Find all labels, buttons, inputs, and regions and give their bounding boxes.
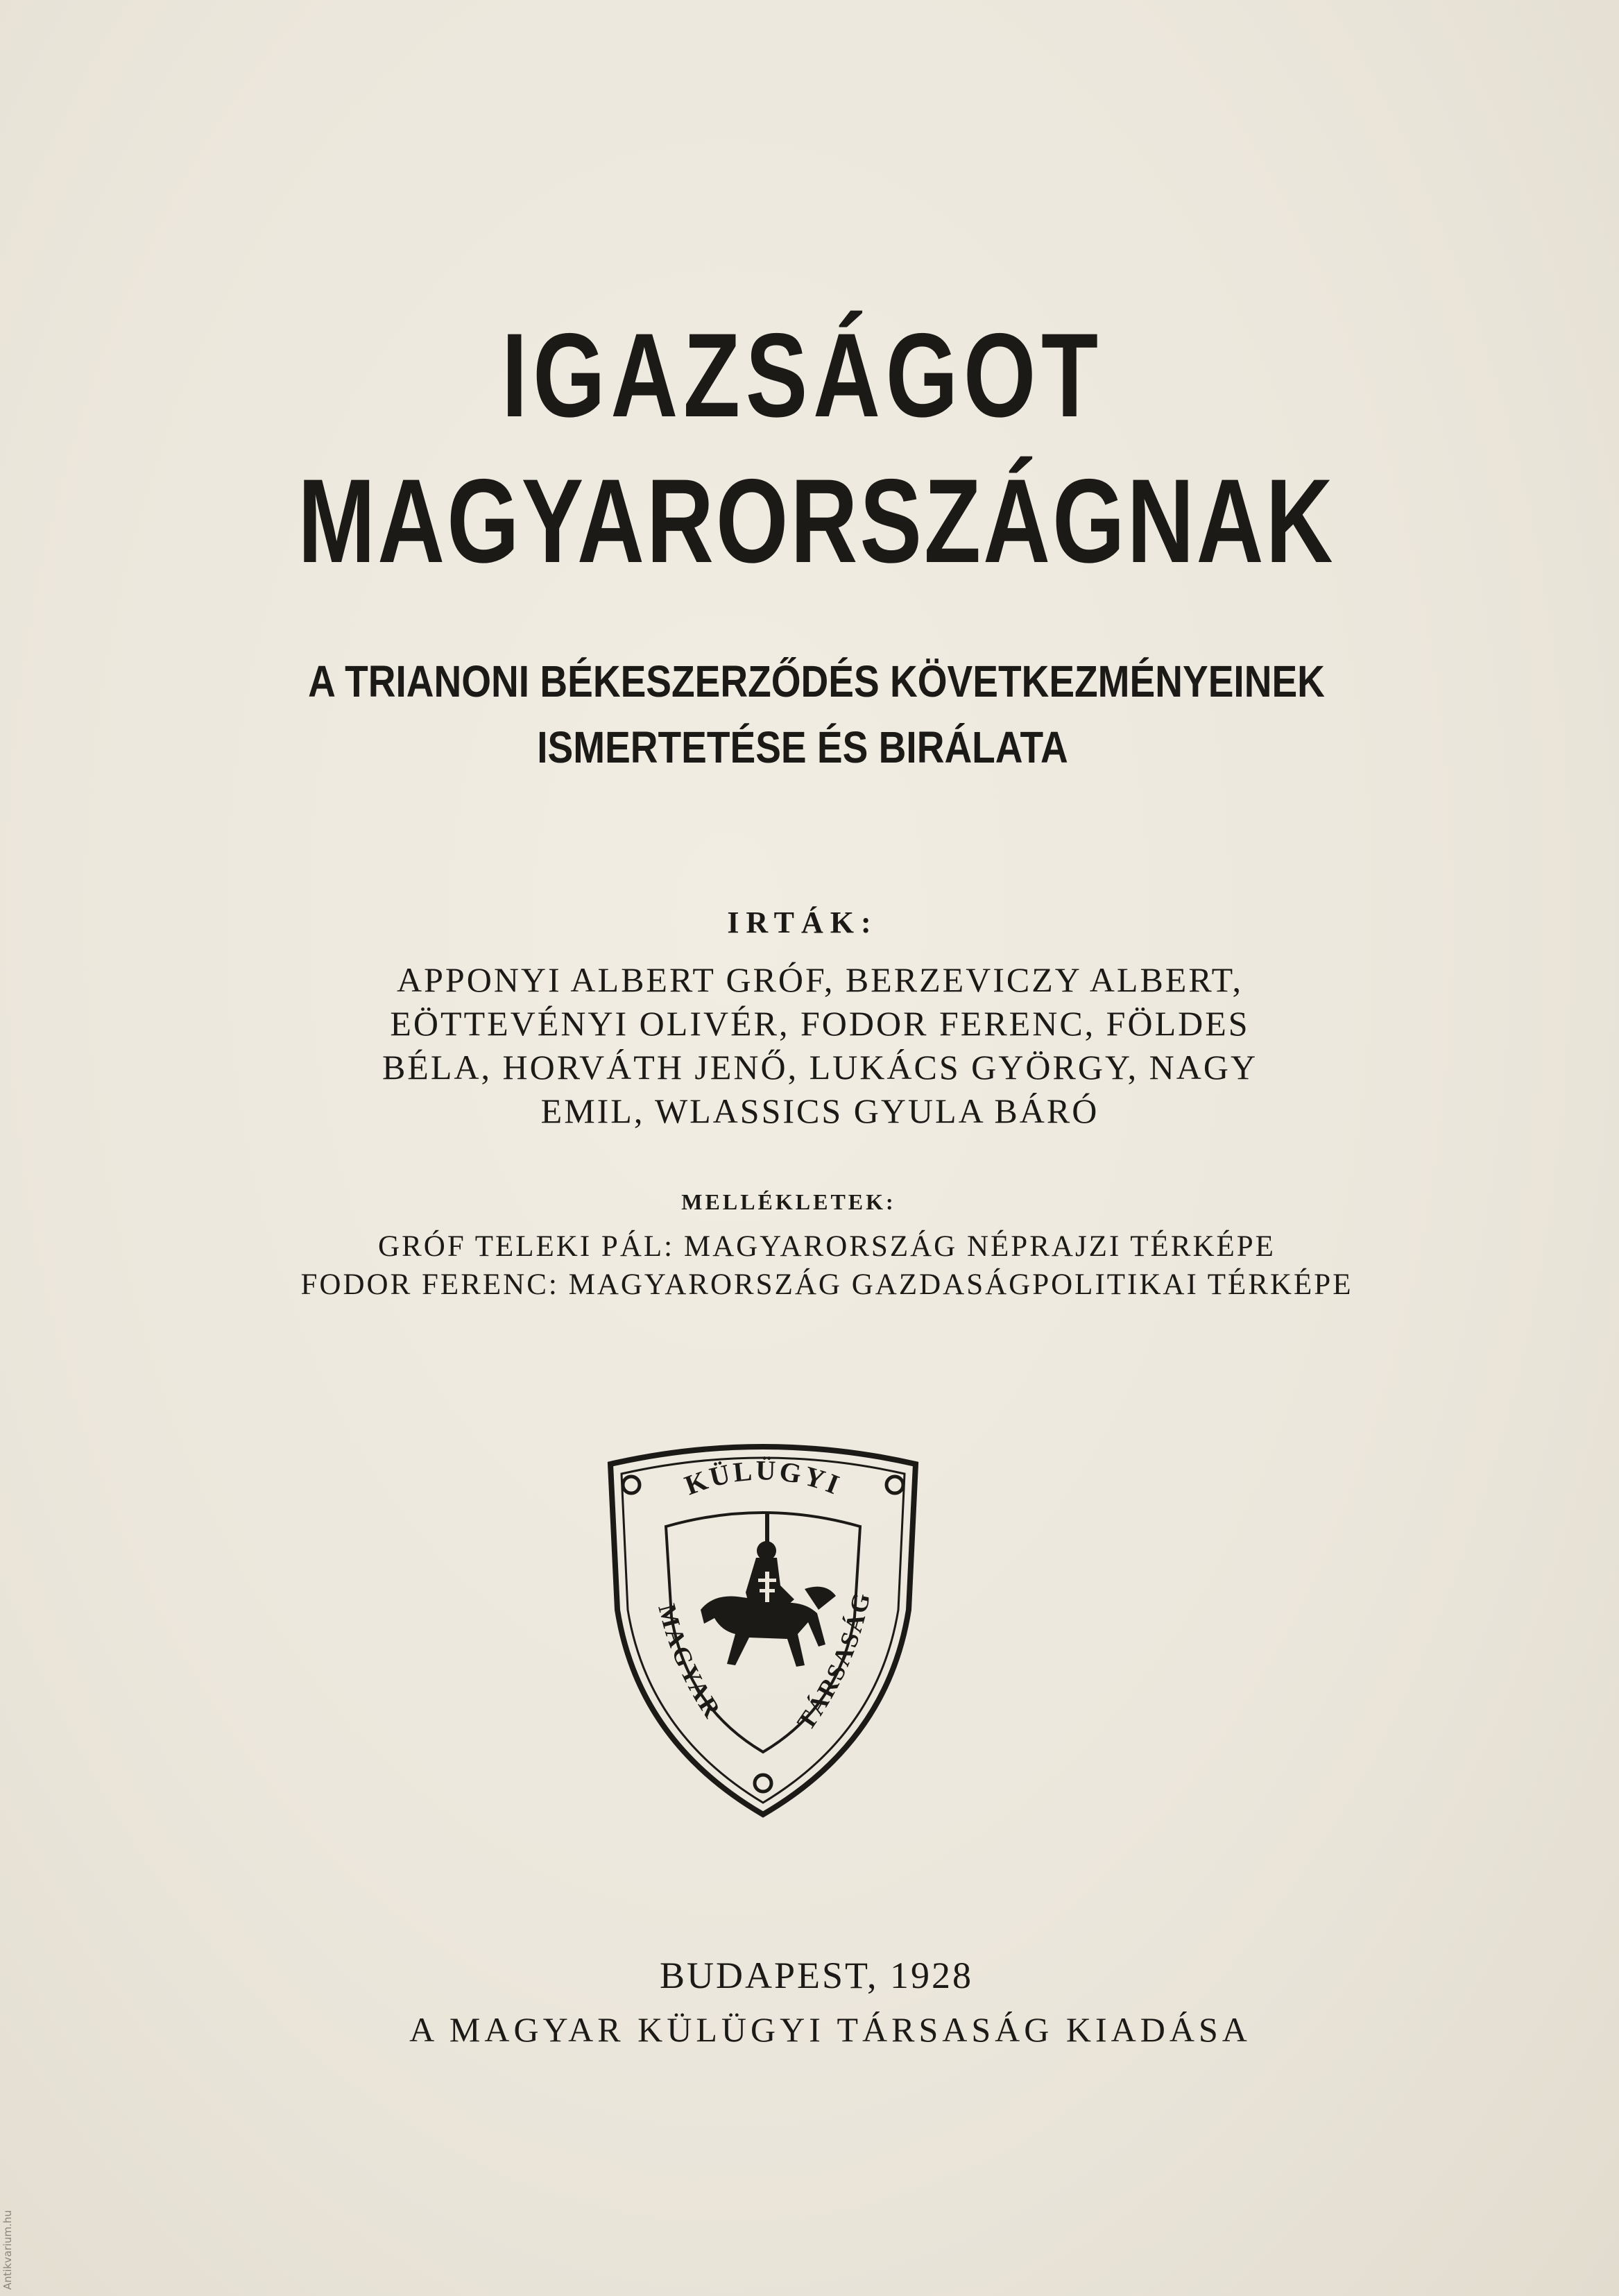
appendix-map-1: GRÓF TELEKI PÁL: MAGYARORSZÁG NÉPRAJZI TÉRKÉPE xyxy=(378,1230,1276,1263)
authors-label: IRTÁK: xyxy=(727,905,878,939)
book-title-line-1: IGAZSÁGOT xyxy=(502,309,1104,442)
authors-line-1: APPONYI ALBERT GRÓF, BERZEVICZY ALBERT, xyxy=(396,960,1244,999)
watermark: Antikvarium.hu xyxy=(1,2210,14,2290)
appendix-map-2: FODOR FERENC: MAGYARORSZÁG GAZDASÁGPOLITIKAI TÉRKÉPE xyxy=(300,1268,1353,1301)
authors-line-3: BÉLA, HORVÁTH JENŐ, LUKÁCS GYÖRGY, NAGY xyxy=(382,1048,1258,1087)
society-emblem-icon xyxy=(597,1436,930,1825)
book-subtitle-line-2: ISMERTETÉSE ÉS BIRÁLATA xyxy=(537,722,1068,772)
appendices-label: MELLÉKLETEK: xyxy=(681,1189,896,1214)
authors-line-4: EMIL, WLASSICS GYULA BÁRÓ xyxy=(540,1091,1099,1130)
book-subtitle-line-1: A TRIANONI BÉKESZERZŐDÉS KÖVETKEZMÉNYEINEK xyxy=(308,656,1325,706)
emblem-text-left: MAGYAR xyxy=(653,1601,728,1724)
book-title-line-2: MAGYARORSZÁGNAK xyxy=(298,454,1335,588)
emblem-text-right: TÁRSASÁG xyxy=(791,1588,876,1735)
imprint-publisher: A MAGYAR KÜLÜGYI TÁRSASÁG KIADÁSA xyxy=(409,2010,1251,2049)
imprint-city-year: BUDAPEST, 1928 xyxy=(659,1955,974,1996)
authors-line-2: EÖTTEVÉNYI OLIVÉR, FODOR FERENC, FÖLDES xyxy=(390,1004,1250,1043)
emblem-text-top: KÜLÜGYI xyxy=(680,1454,846,1502)
